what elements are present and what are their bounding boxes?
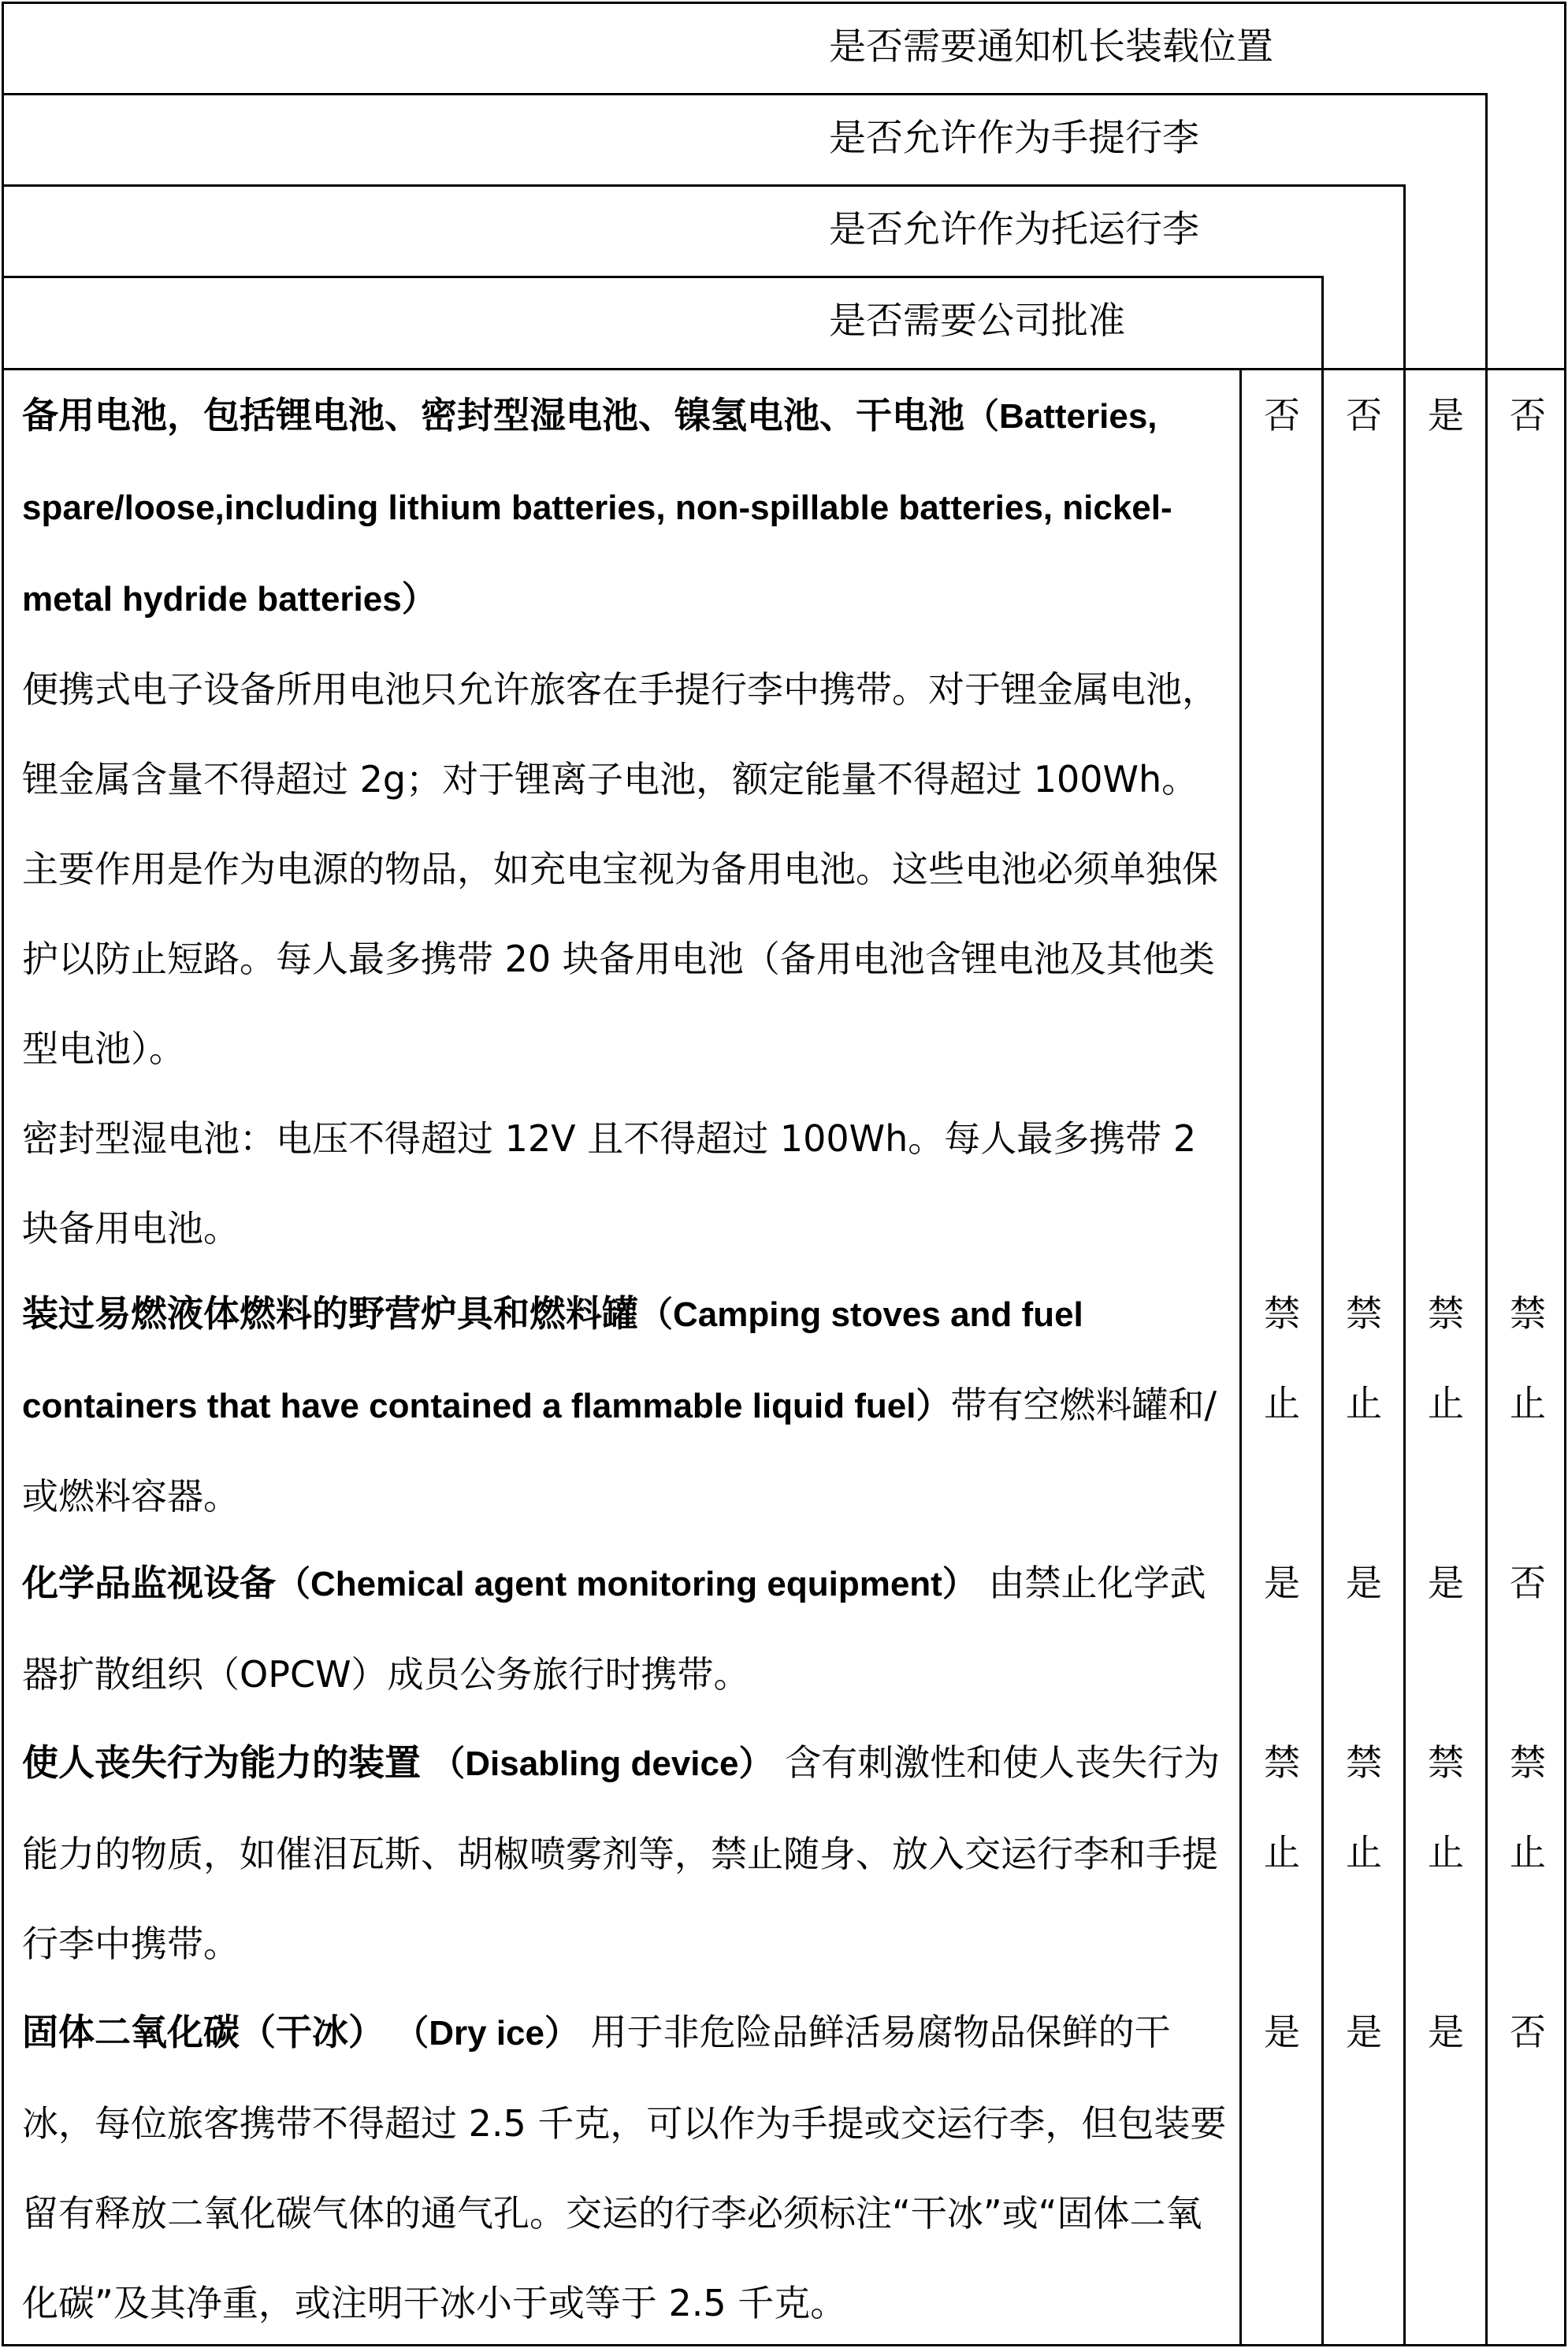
hdr-vline-3 (1321, 276, 1324, 370)
row-camping-checked: 禁 止 (1346, 1292, 1382, 1425)
hdr-line-2 (2, 184, 1406, 187)
col-sep-2 (1403, 368, 1406, 2346)
row-disabling-company-approval: 禁 止 (1264, 1741, 1300, 1874)
row-dry-ice-notify-captain: 否 (1510, 2011, 1546, 2053)
row-camping-title-cn: 装过易燃液体燃料的野营炉具和燃料罐 (22, 1292, 638, 1335)
row-batteries-title (22, 370, 1228, 645)
col-sep-1 (1321, 368, 1324, 2346)
row-batteries-p1: 便携式电子设备所用电池只允许旅客在手提行李中携带。对于锂金属电池，锂金属含量不得超过 2g；对于锂离子电池，额定能量不得超过 100Wh。主要作用是作为电源的物品，如充电宝视为备用电池。这些电池必须单独保护以防止短路。每人最多携带 20 块备用电池（备用电池含锂电池及其他类型电池）。 (22, 668, 1218, 1070)
row-batteries-carry-on: 是 (1428, 394, 1464, 437)
row-camping-company-approval: 禁 止 (1264, 1292, 1300, 1425)
row-chemical-company-approval: 是 (1264, 1562, 1300, 1604)
border-left (2, 2, 4, 2346)
row-dry-ice-carry-on: 是 (1428, 2011, 1464, 2053)
row-chemical-notify-captain: 否 (1510, 1562, 1546, 1604)
row-disabling-text: 含有刺激性和使人丧失行为能力的物质，如催泪瓦斯、胡椒喷雾剂等，禁止随身、放入交运行李和手提行李中携带。 (22, 1741, 1221, 1965)
row-batteries-desc (22, 370, 1228, 1273)
row-chemical-checked: 是 (1346, 1562, 1382, 1604)
row-dry-ice-company-approval: 是 (1264, 2011, 1300, 2053)
row-chemical-title-cn: 化学品监视设备 (22, 1562, 276, 1604)
row-batteries-p2: 密封型湿电池：电压不得超过 12V 且不得超过 100Wh。每人最多携带 2 块备用电池。 (22, 1117, 1197, 1250)
row-dry-ice-title-cn: 固体二氧化碳（干冰） (22, 2011, 385, 2053)
header-carry-on: 是否允许作为手提行李 (829, 117, 1199, 160)
hdr-line-1 (2, 93, 1488, 95)
row-chemical-text: 由禁止化学武器扩散组织（OPCW）成员公务旅行时携带。 (22, 1562, 1206, 1696)
row-disabling-carry-on: 禁 止 (1428, 1741, 1464, 1874)
hdr-vline-2 (1403, 184, 1406, 370)
row-dry-ice-title-en: （Dry ice） (385, 2014, 579, 2053)
border-right (1564, 2, 1566, 2346)
row-dry-ice-checked: 是 (1346, 2011, 1382, 2053)
row-batteries-notify-captain: 否 (1510, 394, 1546, 437)
row-camping-title-en: （Camping stoves and fuel containers that have contained a flammable liquid fuel） (22, 1295, 1083, 1425)
hdr-vline-1 (1485, 93, 1488, 370)
row-dry-ice-desc (22, 1987, 1228, 2348)
row-disabling-title-en: （Disabling device） (421, 1744, 774, 1783)
row-batteries-checked: 否 (1346, 394, 1382, 437)
row-chemical-desc (22, 1538, 1228, 1719)
row-chemical-title-en: （Chemical agent monitoring equipment） (276, 1565, 977, 1603)
row-camping-desc (22, 1269, 1228, 1541)
header-checked: 是否允许作为托运行李 (829, 208, 1199, 251)
row-disabling-notify-captain: 禁 止 (1510, 1741, 1546, 1874)
hdr-line-3 (2, 276, 1324, 278)
col-sep-0 (1239, 368, 1242, 2346)
row-camping-carry-on: 禁 止 (1428, 1292, 1464, 1425)
header-notify-captain: 是否需要通知机长装载位置 (829, 25, 1273, 69)
row-camping-notify-captain: 禁 止 (1510, 1292, 1546, 1425)
header-company-approval: 是否需要公司批准 (829, 299, 1125, 343)
border-top (2, 2, 1566, 4)
row-camping-text: 带有空燃料罐和/或燃料容器。 (22, 1384, 1217, 1518)
col-sep-3 (1485, 368, 1488, 2346)
row-batteries-company-approval: 否 (1264, 394, 1300, 437)
row-disabling-title-cn: 使人丧失行为能力的装置 (22, 1741, 421, 1784)
row-chemical-carry-on: 是 (1428, 1562, 1464, 1604)
row-batteries-title-en: （Batteries, spare/loose,including lithium batteries, non-spillable batteries, nickel-metal hydride batteries） (22, 397, 1172, 619)
row-disabling-checked: 禁 止 (1346, 1741, 1382, 1874)
row-dry-ice-text: 用于非危险品鲜活易腐物品保鲜的干冰，每位旅客携带不得超过 2.5 千克，可以作为手提或交运行李，但包装要留有释放二氧化碳气体的通气孔。交运的行李必须标注“干冰”或“固体二氧化碳”及其净重，或注明干冰小于或等于 2.5 千克。 (22, 2011, 1227, 2324)
row-batteries-title-cn: 备用电池，包括锂电池、密封型湿电池、镍氢电池、干电池 (22, 394, 964, 437)
row-disabling-desc (22, 1718, 1228, 1989)
